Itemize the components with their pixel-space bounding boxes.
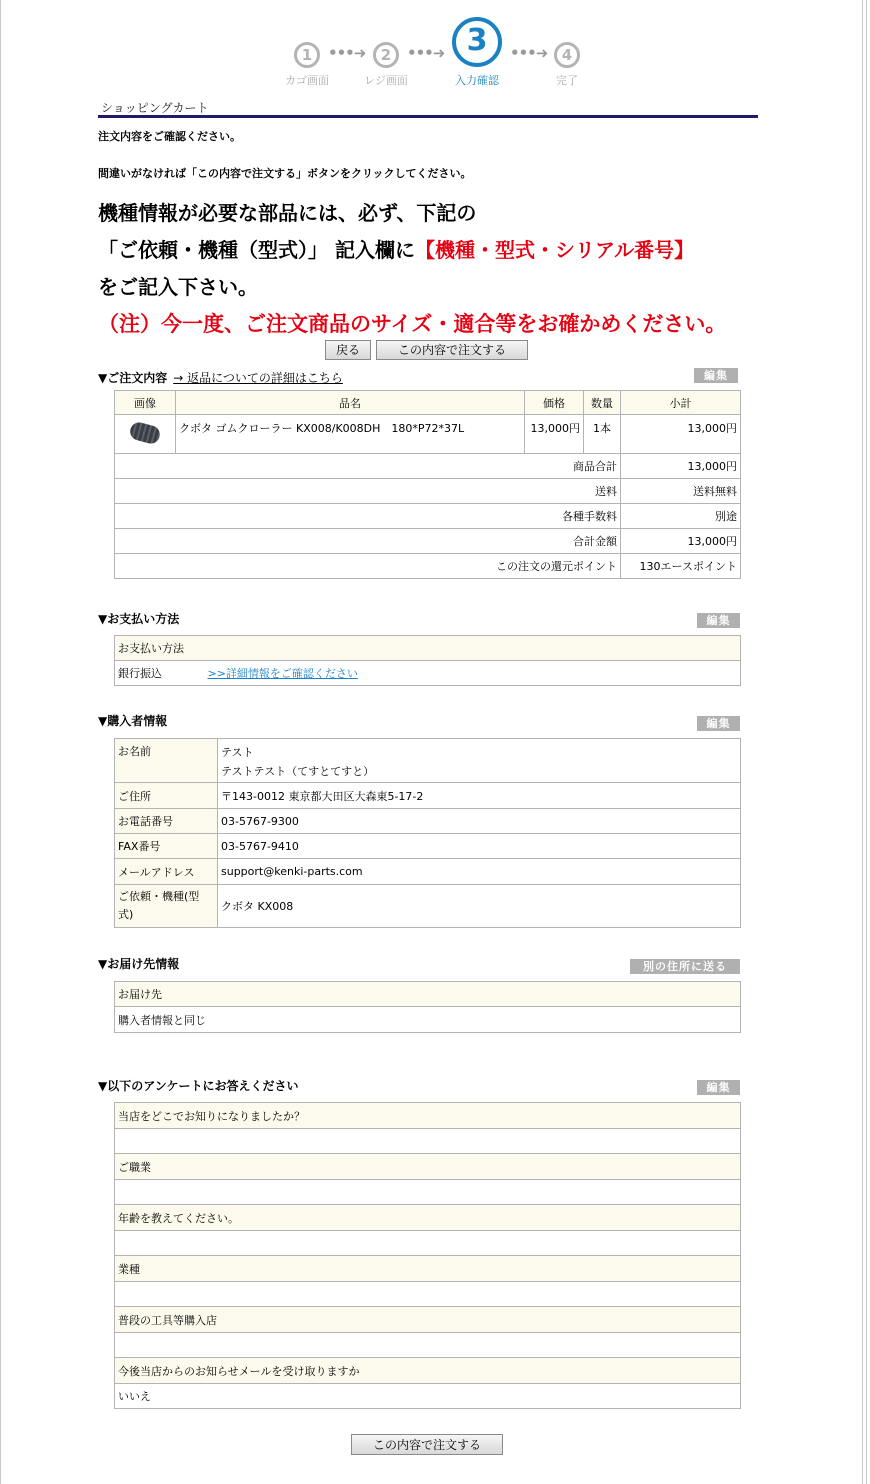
model-info-notice-1: 機種情報が必要な部品には、必ず、下記の — [98, 201, 477, 225]
payment-method-row — [115, 661, 741, 686]
buyer-label: メールアドレス — [115, 859, 218, 885]
survey-answer — [115, 1282, 741, 1307]
product-image-cell — [115, 415, 176, 454]
window-border-right — [862, 0, 863, 1484]
buyer-value: 〒143-0012 東京都大田区大森東5-17-2 — [218, 783, 741, 809]
window-border-left — [0, 0, 1, 1484]
summary-value: 13,000円 — [621, 454, 741, 479]
payment-detail-link[interactable]: >>詳細情報をご確認ください — [207, 667, 358, 680]
delivery-header: お届け先 — [115, 982, 741, 1007]
buyer-row-email — [115, 859, 741, 885]
order-table — [114, 390, 741, 579]
buyer-row-name — [115, 739, 741, 783]
confirm-instruction: 間違いがなければ「この内容で注文する」ボタンをクリックしてください。 — [98, 167, 472, 180]
col-price: 価格 — [525, 391, 584, 415]
survey-question-row — [115, 1103, 741, 1129]
payment-section-title: ▼お支払い方法 — [98, 612, 180, 626]
survey-section-title: ▼以下のアンケートにお答えください — [98, 1079, 299, 1093]
edit-order-button[interactable]: 編集 — [694, 368, 738, 383]
summary-row-points — [115, 554, 741, 579]
model-info-notice-3: をご記入下さい。 — [98, 275, 258, 299]
edit-survey-button[interactable]: 編集 — [697, 1080, 740, 1095]
summary-label: 商品合計 — [115, 454, 621, 479]
survey-question: 当店をどこでお知りになりましたか？ — [115, 1103, 741, 1129]
payment-method-cell — [115, 661, 741, 686]
survey-question: 普段の工具等購入店 — [115, 1307, 741, 1333]
summary-row-subtotal — [115, 454, 741, 479]
edit-payment-button[interactable]: 編集 — [697, 613, 740, 628]
buyer-row-address — [115, 783, 741, 809]
order-table-header — [115, 391, 741, 415]
product-name: クボタ ゴムクローラー KX008/K008DH 180*P72*37L — [176, 415, 525, 454]
confirm-note: 注文内容をご確認ください。 — [98, 130, 241, 143]
step-arrow-icon: •••➜ — [510, 44, 548, 62]
survey-answer: いいえ — [115, 1384, 741, 1409]
cart-title: ショッピングカート — [101, 101, 209, 115]
product-qty: 1本 — [584, 415, 621, 454]
step-3-icon: 3 — [452, 17, 502, 67]
buyer-table — [114, 738, 741, 928]
buyer-label: FAX番号 — [115, 834, 218, 859]
place-order-button-bottom[interactable]: この内容で注文する — [351, 1434, 503, 1455]
buyer-label: お名前 — [115, 739, 218, 783]
summary-row-total — [115, 529, 741, 554]
summary-value: 送料無料 — [621, 479, 741, 504]
delivery-header-row — [115, 982, 741, 1007]
delivery-section-title: ▼お届け先情報 — [98, 957, 180, 971]
buyer-label: ご住所 — [115, 783, 218, 809]
buyer-value: クボタ KX008 — [218, 885, 741, 928]
summary-label: 各種手数料 — [115, 504, 621, 529]
buyer-value: 03-5767-9300 — [218, 809, 741, 834]
survey-answer-row — [115, 1180, 741, 1205]
step-4-icon: 4 — [554, 42, 580, 68]
buyer-row-model — [115, 885, 741, 928]
step-1-icon: 1 — [294, 42, 320, 68]
summary-value: 130エースポイント — [621, 554, 741, 579]
survey-question-row — [115, 1205, 741, 1231]
step-arrow-icon: •••➜ — [407, 44, 445, 62]
buyer-value — [218, 739, 741, 783]
payment-method: 銀行振込 — [118, 667, 162, 680]
survey-answer — [115, 1231, 741, 1256]
summary-row-shipping — [115, 479, 741, 504]
step-2-label: レジ画面 — [364, 74, 408, 87]
model-info-notice-2 — [98, 234, 694, 263]
buyer-value: support@kenki-parts.com — [218, 859, 741, 885]
summary-value: 別途 — [621, 504, 741, 529]
buyer-label: お電話番号 — [115, 809, 218, 834]
summary-label: 合計金額 — [115, 529, 621, 554]
survey-answer — [115, 1180, 741, 1205]
step-1-label: カゴ画面 — [285, 74, 329, 87]
order-section-title: ▼ご注文内容 → 返品についての詳細はこちら — [98, 371, 343, 385]
col-qty: 数量 — [584, 391, 621, 415]
rubber-crawler-image[interactable] — [126, 418, 164, 448]
survey-answer-row — [115, 1282, 741, 1307]
return-policy-link[interactable]: → 返品についての詳細はこちら — [173, 371, 343, 385]
survey-answer-row — [115, 1384, 741, 1409]
step-2-icon: 2 — [373, 42, 399, 68]
step-3-label: 入力確認 — [455, 74, 499, 87]
summary-label: この注文の還元ポイント — [115, 554, 621, 579]
survey-question-row — [115, 1154, 741, 1180]
buyer-value: 03-5767-9410 — [218, 834, 741, 859]
summary-row-fees — [115, 504, 741, 529]
window-border-right-outer — [866, 0, 867, 1484]
summary-label: 送料 — [115, 479, 621, 504]
delivery-value: 購入者情報と同じ — [115, 1007, 741, 1033]
survey-question-row — [115, 1358, 741, 1384]
col-subtotal: 小計 — [621, 391, 741, 415]
payment-table — [114, 635, 741, 686]
survey-question: 今後当店からのお知らせメールを受け取りますか — [115, 1358, 741, 1384]
survey-question: 年齢を教えてください。 — [115, 1205, 741, 1231]
buyer-row-fax — [115, 834, 741, 859]
place-order-button-top[interactable]: この内容で注文する — [376, 340, 528, 360]
buyer-section-title: ▼購入者情報 — [98, 714, 168, 728]
survey-answer-row — [115, 1231, 741, 1256]
buyer-row-phone — [115, 809, 741, 834]
size-check-warning: （注）今一度、ご注文商品のサイズ・適合等をお確かめください。 — [98, 312, 727, 336]
product-subtotal: 13,000円 — [621, 415, 741, 454]
notice-field-name: 「ご依頼・機種（型式）」 記入欄に — [98, 238, 415, 262]
table-row — [115, 415, 741, 454]
buyer-name: テスト — [221, 746, 254, 759]
delivery-table — [114, 981, 741, 1033]
survey-table — [114, 1102, 741, 1409]
step-arrow-icon: •••➜ — [328, 44, 366, 62]
survey-answer — [115, 1129, 741, 1154]
survey-question-row — [115, 1256, 741, 1282]
back-button[interactable]: 戻る — [325, 340, 371, 360]
survey-question: ご職業 — [115, 1154, 741, 1180]
summary-value: 13,000円 — [621, 529, 741, 554]
step-4-label: 完了 — [556, 74, 578, 87]
payment-header-row — [115, 636, 741, 661]
survey-answer — [115, 1333, 741, 1358]
notice-required-info: 【機種・型式・シリアル番号】 — [414, 238, 695, 262]
survey-answer-row — [115, 1129, 741, 1154]
survey-answer-row — [115, 1333, 741, 1358]
col-image: 画像 — [115, 391, 176, 415]
payment-header: お支払い方法 — [115, 636, 741, 661]
buyer-label: ご依頼・機種(型式) — [115, 885, 218, 928]
cart-title-rule — [98, 115, 758, 118]
survey-question: 業種 — [115, 1256, 741, 1282]
send-to-other-address-button[interactable]: 別の住所に送る — [630, 959, 740, 974]
col-name: 品名 — [176, 391, 525, 415]
product-price: 13,000円 — [525, 415, 584, 454]
edit-buyer-button[interactable]: 編集 — [697, 716, 740, 731]
delivery-value-row — [115, 1007, 741, 1033]
survey-question-row — [115, 1307, 741, 1333]
buyer-name-kana: テストテスト（てすとてすと） — [221, 765, 375, 778]
checkout-steps — [0, 0, 870, 96]
